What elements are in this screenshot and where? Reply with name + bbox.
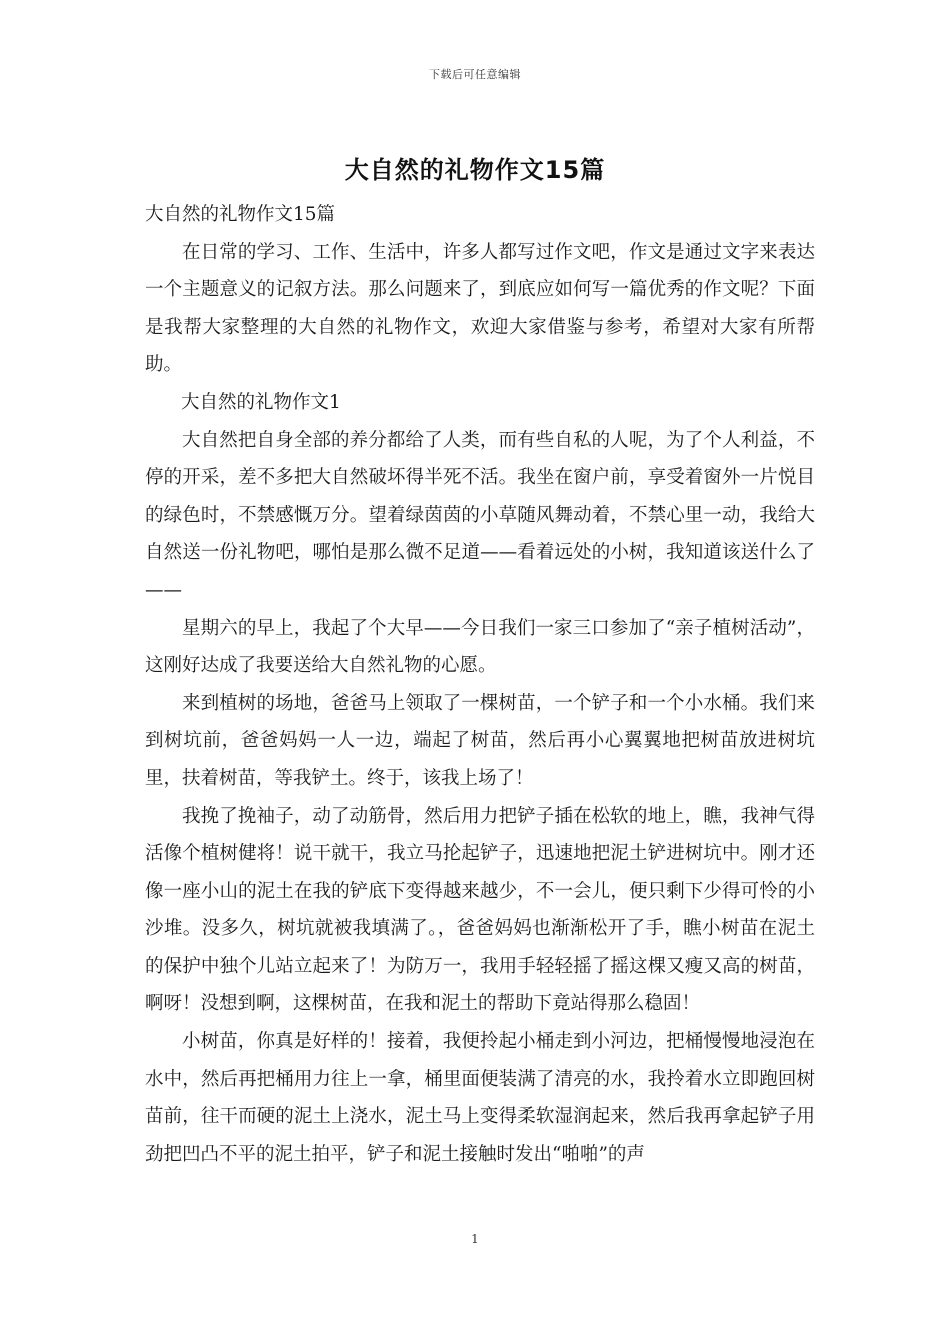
- header-note: 下载后可任意编辑: [429, 68, 521, 81]
- lead-title: 大自然的礼物作文15篇: [145, 204, 336, 225]
- paragraph: 来到植树的场地，爸爸马上领取了一棵树苗，一个铲子和一个小水桶。我们来到树坑前，爸爸妈妈一人一边，端起了树苗，然后再小心翼翼地把树苗放进树坑里，扶着树苗，等我铲土。终于，该我上场了！: [145, 692, 815, 789]
- section-title: 大自然的礼物作文1: [181, 391, 341, 413]
- document-body: [145, 196, 815, 1173]
- intro-paragraph: 在日常的学习、工作、生活中，许多人都写过作文吧，作文是通过文字来表达一个主题意义的记叙方法。那么问题来了，到底应如何写一篇优秀的作文呢？下面是我帮大家整理的大自然的礼物作文，欢迎大家借鉴与参考，希望对大家有所帮助。: [145, 241, 815, 376]
- page-number: 1: [471, 1232, 479, 1246]
- paragraph: 星期六的早上，我起了个大早——今日我们一家三口参加了“亲子植树活动”，这刚好达成了我要送给大自然礼物的心愿。: [145, 617, 815, 677]
- paragraph: 大自然把自身全部的养分都给了人类，而有些自私的人呢，为了个人利益，不停的开采，差不多把大自然破坏得半死不活。我坐在窗户前，享受着窗外一片悦目的绿色时，不禁感慨万分。望着绿茵茵的小草随风舞动着，不禁心里一动，我给大自然送一份礼物吧，哪怕是那么微不足道——看着远处的小树，我知道该送什么了——: [145, 429, 815, 601]
- page-title: 大自然的礼物作文15篇: [344, 156, 606, 184]
- paragraph: 我挽了挽袖子，动了动筋骨，然后用力把铲子插在松软的地上，瞧，我神气得活像个植树健将！说干就干，我立马抡起铲子，迅速地把泥土铲进树坑中。刚才还像一座小山的泥土在我的铲底下变得越来越少，不一会儿，便只剩下少得可怜的小沙堆。没多久，树坑就被我填满了。，爸爸妈妈也渐渐松开了手，瞧小树苗在泥土的保护中独个儿站立起来了！为防万一，我用手轻轻摇了摇这棵又瘦又高的树苗，啊呀！没想到啊，这棵树苗，在我和泥土的帮助下竟站得那么稳固！: [145, 805, 815, 1015]
- paragraph: 小树苗，你真是好样的！接着，我便拎起小桶走到小河边，把桶慢慢地浸泡在水中，然后再把桶用力往上一拿，桶里面便装满了清亮的水，我拎着水立即跑回树苗前，往干而硬的泥土上浇水，泥土马上变得柔软湿润起来，然后我再拿起铲子用劲把凹凸不平的泥土拍平，铲子和泥土接触时发出“啪啪”的声: [145, 1031, 815, 1165]
